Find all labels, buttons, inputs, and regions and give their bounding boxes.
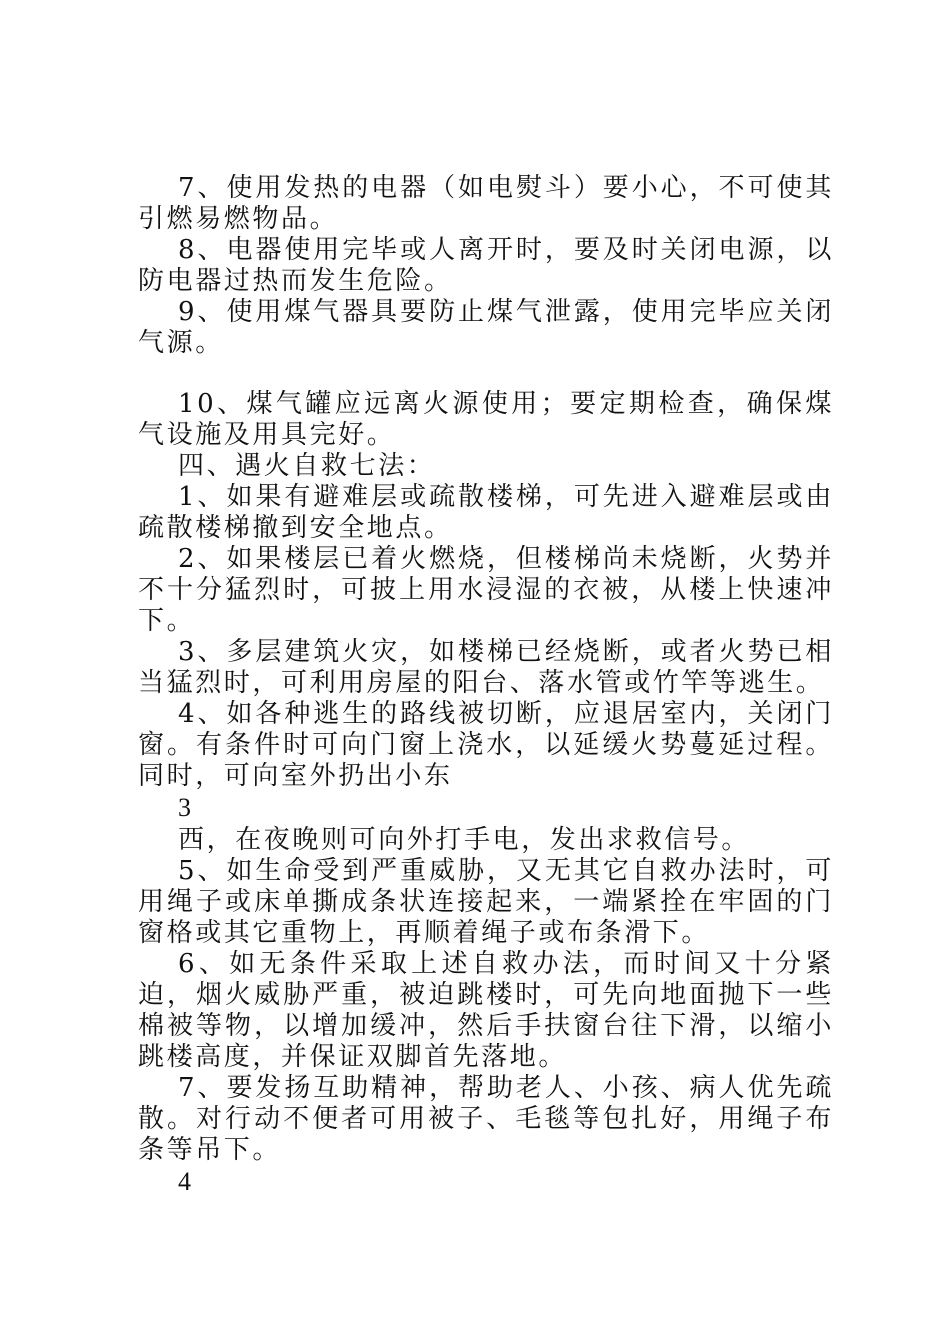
page-number-3: 3 [178, 793, 191, 822]
page-number-4: 4 [178, 1167, 191, 1196]
paragraph-rescue-4: 4、如各种逃生的路线被切断，应退居室内，关闭门窗。有条件时可向门窗上浇水，以延缓火势蔓延过程。同时，可向室外扔出小东 [138, 699, 834, 791]
paragraph-item-9-gas-leak: 9、使用煤气器具要防止煤气泄露，使用完毕应关闭气源。 [138, 297, 834, 358]
paragraph-rescue-6: 6、如无条件采取上述自救办法，而时间又十分紧迫，烟火威胁严重，被迫跳楼时，可先向地面抛下一些棉被等物，以增加缓冲，然后手扶窗台往下滑，以缩小跳楼高度，并保证双脚首先落地。 [138, 949, 834, 1072]
paragraph-rescue-1: 1、如果有避难层或疏散楼梯，可先进入避难层或由疏散楼梯撤到安全地点。 [138, 482, 834, 543]
paragraph-rescue-4-continued: 西，在夜晚则可向外打手电，发出求救信号。 [178, 825, 751, 855]
paragraph-item-8-power-off: 8、电器使用完毕或人离开时，要及时关闭电源，以防电器过热而发生危险。 [138, 235, 834, 296]
document-body [138, 173, 834, 1197]
paragraph-rescue-2: 2、如果楼层已着火燃烧，但楼梯尚未烧断，火势并不十分猛烈时，可披上用水浸湿的衣被，从楼上快速冲下。 [138, 544, 834, 636]
paragraph-rescue-7: 7、要发扬互助精神，帮助老人、小孩、病人优先疏散。对行动不便者可用被子、毛毯等包扎好，用绳子布条等吊下。 [138, 1073, 834, 1165]
paragraph-item-10-gas-tank: 10、煤气罐应远离火源使用；要定期检查，确保煤气设施及用具完好。 [138, 389, 834, 450]
paragraph-rescue-3: 3、多层建筑火灾，如楼梯已经烧断，或者火势已相当猛烈时，可利用房屋的阳台、落水管或竹竿等逃生。 [138, 637, 834, 698]
section-heading-self-rescue: 四、遇火自救七法： [178, 451, 436, 481]
paragraph-item-7-heater: 7、使用发热的电器（如电熨斗）要小心，不可使其引燃易燃物品。 [138, 173, 834, 234]
paragraph-rescue-5: 5、如生命受到严重威胁，又无其它自救办法时，可用绳子或床单撕成条状连接起来，一端紧拴在牢固的门窗格或其它重物上，再顺着绳子或布条滑下。 [138, 856, 834, 948]
